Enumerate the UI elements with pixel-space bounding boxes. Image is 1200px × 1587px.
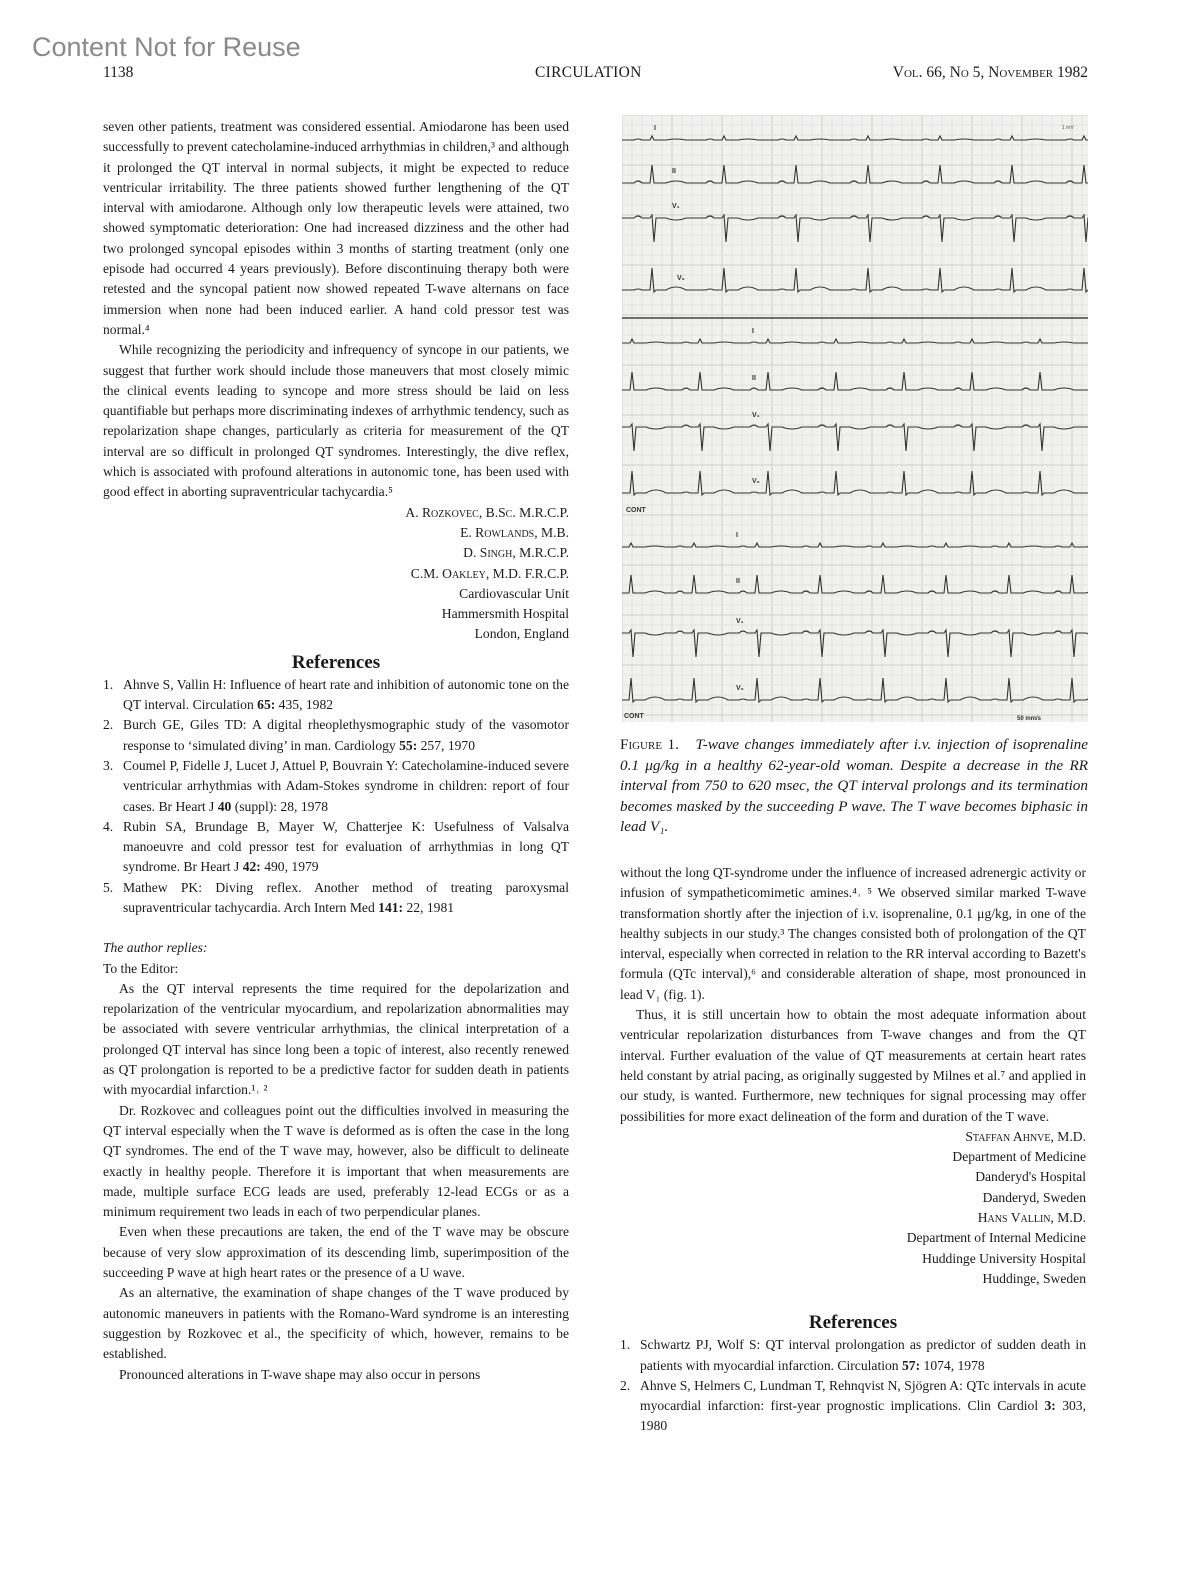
reference-pages: 303, 1980 <box>640 1398 1086 1434</box>
reference-volume: 42: <box>242 859 261 875</box>
lead-label: I <box>654 125 656 132</box>
affiliation: Huddinge, Sweden <box>982 1270 1086 1286</box>
reference-volume: 3: <box>1044 1398 1056 1414</box>
reply-paragraph: without the long QT-syndrome under the influence of increased adrenergic activity or infusion of sympatheticomimetic amines.⁴˒ ⁵ We observed similar marked T-wave transformation shortly after the injection of i.v. isoprenaline, 0.1 μg/kg, in one of the healthy subjects in our study.³ The changes consisted both of prolongation of the QT interval, especially when corrected in relation to the RR interval according to Bazett's formula (QTc interval),⁶ and considerable alteration of shape, most pronounced in lead V₁ (fig. 1). <box>620 865 1086 1002</box>
reference-text: Coumel P, Fidelle J, Lucet J, Attuel P, Bouvrain Y: Catecholamine-induced severe ventricular arrhythmias with Adam-Stokes syndrome in children: report of four cases. Br Heart J <box>123 757 569 814</box>
reply-paragraph: As an alternative, the examination of shape changes of the T wave produced by autonomic maneuvers in patients with the Romano-Ward syndrome is an interesting suggestion by Rozkovec et al., the specificity of which, however, remains to be established. <box>103 1285 569 1362</box>
reference-item <box>103 817 569 878</box>
issue-info: Vol. 66, No 5, November 1982 <box>892 64 1088 81</box>
reference-item <box>103 878 569 919</box>
reference-text: Ahnve S, Helmers C, Lundman T, Rehnqvist N, Sjögren A: QTc intervals in acute myocardial infarction: first-year prognostic implications. Clin Cardiol <box>640 1377 1086 1414</box>
references-heading: References <box>291 651 381 673</box>
reply-paragraph: As the QT interval represents the time required for the depolarization and repolarization of the ventricular myocardium, and repolarization abnormalities may be associated with severe ventricular arrhythmias, the clinical interpretation of a prolonged QT interval has since long been a topic of interest, also recently renewed as QT prolongation is reported to be a predictive factor for sudden death in patients with myocardial infarction.¹˒ ² <box>103 980 569 1098</box>
affiliation: Danderyd, Sweden <box>982 1189 1086 1205</box>
author-signature <box>103 503 569 645</box>
reference-pages: 1074, 1978 <box>920 1357 985 1373</box>
reference-item <box>620 1335 1086 1376</box>
salutation: To the Editor: <box>103 960 179 976</box>
reference-number: 3. <box>103 757 114 773</box>
letter-paragraph: While recognizing the periodicity and infrequency of syncope in our patients, we suggest that further work should include those maneuvers that most closely mimic the clinical events leading to syncope and more stress should be laid on less quantifiable but perhaps more discriminating indexes of arrhythmic tendency, such as repolarization shape changes, particularly as criteria for measurement of the QT interval are so difficult in prolonged QT syndromes. Interestingly, the dive reflex, which is associated with profound alterations in autonomic tone, has been used with good effect in aborting supraventricular tachycardia.⁵ <box>103 342 569 500</box>
affiliation: London, England <box>474 626 569 642</box>
reference-item <box>103 756 569 817</box>
lead-label: V₆ <box>677 275 685 282</box>
reference-text: Ahnve S, Vallin H: Influence of heart rate and inhibition of autonomic tone on the QT interval. Circulation <box>123 676 569 713</box>
reference-item <box>103 675 569 716</box>
reference-item <box>103 715 569 756</box>
affiliation: Department of Medicine <box>952 1149 1086 1165</box>
lead-label: V₁ <box>672 203 680 210</box>
lead-label: II <box>672 168 676 175</box>
author-name: D. Singh, M.R.C.P. <box>463 545 569 561</box>
watermark: Content Not for Reuse <box>32 32 301 62</box>
author-name: Hans Vallin, M.D. <box>977 1210 1086 1226</box>
cont-label: CONT <box>624 713 644 720</box>
lead-label: II <box>736 578 740 585</box>
right-column <box>620 863 1086 1437</box>
reference-pages: 257, 1970 <box>417 737 476 753</box>
page-number: 1138 <box>103 64 134 81</box>
affiliation: Department of Internal Medicine <box>906 1230 1086 1246</box>
reference-number: 5. <box>103 879 114 895</box>
reference-pages: 490, 1979 <box>260 859 319 875</box>
reference-number: 2. <box>103 717 114 733</box>
calibration-label: 1 mV <box>1062 125 1074 131</box>
reference-volume: 65: <box>257 697 276 713</box>
author-signature <box>620 1127 1086 1289</box>
lead-label: V₁ <box>752 412 760 419</box>
reply-heading: The author replies: <box>103 940 208 956</box>
reference-volume: 40 <box>217 798 232 814</box>
reference-number: 1. <box>103 676 114 692</box>
reference-list <box>103 675 569 919</box>
lead-label: I <box>752 328 754 335</box>
reply-paragraph: Even when these precautions are taken, the end of the T wave may be obscure because of very slow approximation of its descending limb, superimposition of the succeeding P wave at high heart rates or the presence of a U wave. <box>103 1224 569 1281</box>
reference-number: 4. <box>103 818 114 834</box>
reference-pages: 435, 1982 <box>275 697 334 713</box>
figure-label: Figure 1. <box>620 736 679 753</box>
author-name: Staffan Ahnve, M.D. <box>965 1128 1086 1144</box>
reference-number: 1. <box>620 1337 631 1353</box>
ecg-figure <box>622 115 1088 722</box>
reply-paragraph: Pronounced alterations in T-wave shape may also occur in persons <box>119 1366 481 1382</box>
reference-number: 2. <box>620 1377 631 1393</box>
ecg-tracing <box>622 115 1088 722</box>
affiliation: Cardiovascular Unit <box>459 585 569 601</box>
lead-label: V₁ <box>736 618 744 625</box>
lead-label: II <box>752 375 756 382</box>
cont-label: CONT <box>626 507 646 514</box>
author-name: C.M. Oakley, M.D. F.R.C.P. <box>410 565 569 581</box>
references-heading: References <box>808 1312 898 1334</box>
reference-volume: 141: <box>378 899 404 915</box>
paper-speed-label: 50 mm/s <box>1017 716 1042 722</box>
affiliation: Danderyd's Hospital <box>975 1169 1086 1185</box>
reference-text: Schwartz PJ, Wolf S: QT interval prolongation as predictor of sudden death in patients with myocardial infarction. Circulation <box>640 1337 1086 1373</box>
reference-item <box>620 1376 1086 1437</box>
author-name: A. Rozkovec, B.Sc. M.R.C.P. <box>405 504 569 520</box>
affiliation: Huddinge University Hospital <box>922 1250 1086 1266</box>
lead-label: I <box>736 532 738 539</box>
lead-label: V₆ <box>736 685 744 692</box>
figure-caption <box>620 735 1088 838</box>
journal-title: CIRCULATION <box>535 64 642 81</box>
reference-text: Burch GE, Giles TD: A digital rheoplethysmographic study of the vasomotor response to ‘simulated diving’ in man. Cardiology <box>123 717 569 753</box>
lead-label: V₆ <box>752 478 760 485</box>
reply-paragraph: Thus, it is still uncertain how to obtain the most adequate information about ventricular repolarization disturbances from T-wave changes and from the QT interval. Further evaluation of the value of QT measurements at certain heart rates held constant by atrial pacing, as originally suggested by Milnes et al.⁷ and applied in our study, is wanted. Furthermore, new techniques for signal processing may offer possibilities for more exact delineation of the form and duration of the T wave. <box>620 1007 1086 1124</box>
reference-text: Mathew PK: Diving reflex. Another method of treating paroxysmal supraventricular tachycardia. Arch Intern Med <box>123 879 569 915</box>
reference-text: Rubin SA, Brundage B, Mayer W, Chatterjee K: Usefulness of Valsalva manoeuvre and cold pressor test for evaluation of arrhythmias in long QT syndrome. Br Heart J <box>123 818 569 875</box>
reply-paragraph: Dr. Rozkovec and colleagues point out the difficulties involved in measuring the QT interval especially when the T wave is deformed as is often the case in the long QT syndromes. The end of the T wave may, however, also be difficult to delineate exactly in healthy people. Therefore it is important that when measurements are made, multiple surface ECG leads are used, preferably 12-lead ECGs or as a minimum requirement two leads in each of two perpendicular planes. <box>103 1102 569 1220</box>
reference-volume: 57: <box>902 1357 921 1373</box>
author-name: E. Rowlands, M.B. <box>460 524 569 540</box>
reference-pages: (suppl): 28, 1978 <box>231 798 329 814</box>
left-column <box>103 117 569 1385</box>
reference-pages: 22, 1981 <box>403 899 455 915</box>
reference-volume: 55: <box>399 737 418 753</box>
letter-paragraph: seven other patients, treatment was considered essential. Amiodarone has been used successfully to prevent catecholamine-induced arrhythmias in children,³ and although it prolonged the QT interval in normal subjects, it might be expected to reduce ventricular irritability. The three patients showed further lengthening of the QT interval with amiodarone. Although only low therapeutic levels were attained, two showed symptomatic deterioration: One had increased dizziness and the other had two prolonged syncopal episodes within 3 months of starting treatment (only one episode had occurred 4 years previously). Before discontinuing therapy both were retested and the syncopal patient now showed repeated T-wave alternans on face immersion when none had been induced earlier. A hand cold pressor test was normal.⁴ <box>103 119 569 337</box>
reference-list <box>620 1335 1086 1436</box>
caption-text: T-wave changes immediately after i.v. injection of isoprenaline 0.1 μg/kg in a healthy 62-year-old woman. Despite a decrease in the RR interval from 750 to 620 msec, the QT interval prolongs and its termination becomes masked by the succeeding P wave. The T wave becomes biphasic in lead V₁. <box>620 736 1088 836</box>
affiliation: Hammersmith Hospital <box>441 606 569 622</box>
